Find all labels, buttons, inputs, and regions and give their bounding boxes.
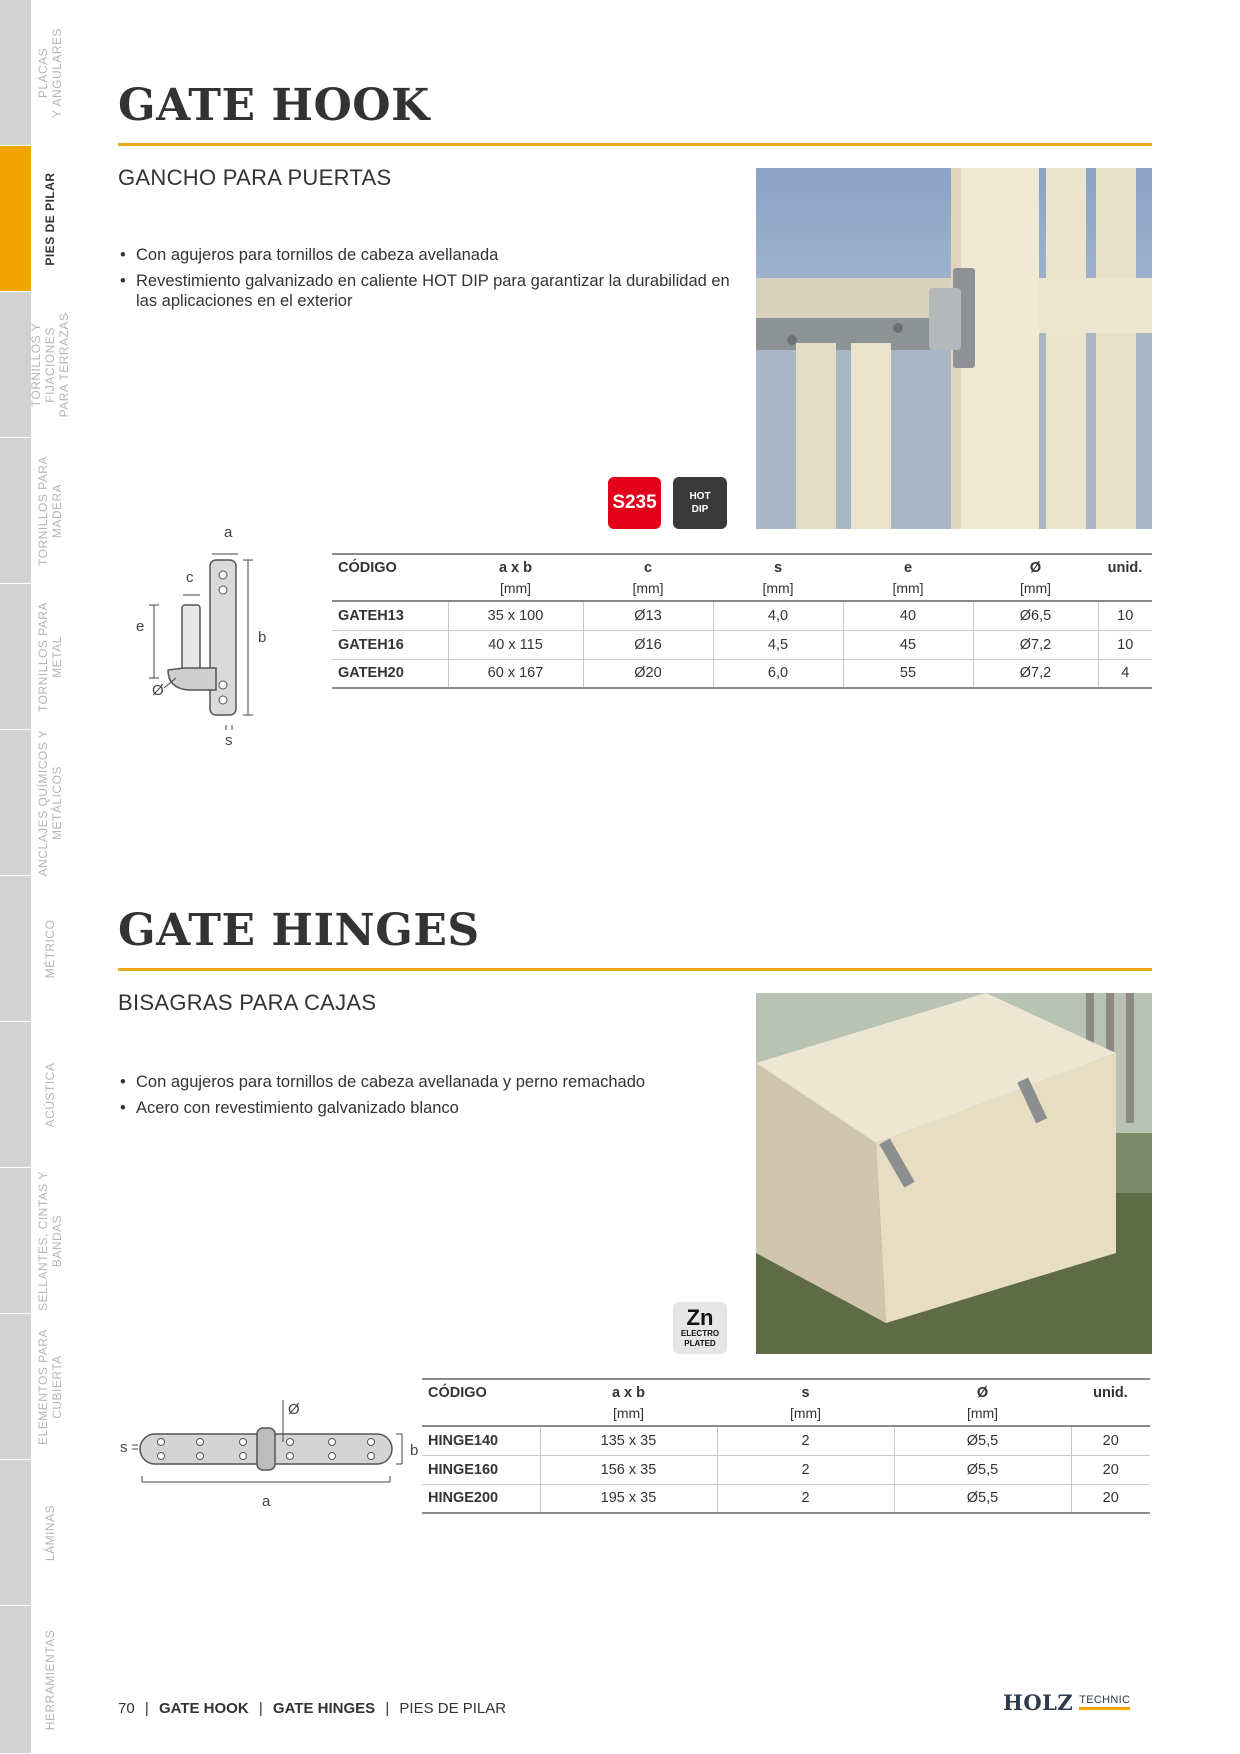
table-cell: 10 — [1098, 630, 1152, 659]
feature-list — [118, 1072, 738, 1124]
column-header: s — [717, 1379, 894, 1405]
sidebar-item-cubierta[interactable] — [0, 1314, 72, 1460]
badge-line: PLATED — [684, 1339, 716, 1348]
unit-label: [mm] — [448, 580, 583, 601]
table-cell: 55 — [843, 659, 973, 688]
column-header: e — [843, 554, 973, 580]
column-header: s — [713, 554, 843, 580]
gate-hook-spec-table — [332, 553, 1152, 689]
unit-label: [mm] — [583, 580, 713, 601]
s235-material-badge: S235 — [608, 477, 661, 529]
sidebar-item-tornillos-madera[interactable] — [0, 438, 72, 584]
table-cell: Ø5,5 — [894, 1484, 1071, 1513]
gate-hook-photo-illustration — [756, 168, 1152, 529]
gate-hook-photo — [756, 168, 1152, 529]
sidebar-item-label: LÁMINAS — [43, 1504, 57, 1561]
table-cell: 2 — [717, 1426, 894, 1455]
sidebar-item-tornillos-terrazas[interactable] — [0, 292, 72, 438]
feature-item: • Con agujeros para tornillos de cabeza avellanada y perno remachado — [118, 1072, 738, 1092]
sidebar-item-anclajes[interactable] — [0, 730, 72, 876]
section-divider — [118, 143, 1152, 146]
section-subtitle-gate-hook: GANCHO PARA PUERTAS — [118, 165, 392, 190]
sidebar-item-laminas[interactable] — [0, 1460, 72, 1606]
footer-section-gate-hook: GATE HOOK — [158, 1700, 249, 1717]
table-cell: 4,5 — [713, 630, 843, 659]
sidebar-item-label: ACÚSTICA — [43, 1062, 57, 1127]
footer-separator: | — [258, 1700, 263, 1717]
sidebar-item-metrico[interactable] — [0, 876, 72, 1022]
dim-label-b: b — [410, 1442, 419, 1459]
badge-line: ELECTRO — [680, 1329, 720, 1338]
gate-hinges-photo-illustration — [756, 993, 1152, 1354]
sidebar-item-pies-de-pilar[interactable] — [0, 146, 72, 292]
table-cell: Ø5,5 — [894, 1455, 1071, 1484]
dim-label-a: a — [262, 1493, 271, 1510]
feature-item: • Con agujeros para tornillos de cabeza avellanada — [118, 245, 738, 265]
table-cell: 10 — [1098, 601, 1152, 630]
dim-label-diameter: Ø — [288, 1401, 300, 1418]
column-header: unid. — [1098, 554, 1152, 580]
section-title-gate-hinges: GATE HINGES — [118, 905, 480, 956]
sidebar-item-placas[interactable] — [0, 0, 72, 146]
badge-line: Zn — [686, 1305, 714, 1330]
table-row — [422, 1426, 1150, 1455]
table-cell: 2 — [717, 1455, 894, 1484]
column-header: a x b — [448, 554, 583, 580]
table-cell: 6,0 — [713, 659, 843, 688]
column-header: Ø — [894, 1379, 1071, 1405]
table-row — [332, 630, 1152, 659]
sidebar-item-label: TORNILLOS PARA METAL — [36, 601, 64, 712]
table-cell: 40 x 115 — [448, 630, 583, 659]
logo-suffix: TECHNIC — [1079, 1694, 1130, 1710]
table-cell: 156 x 35 — [540, 1455, 717, 1484]
dim-label-diameter: Ø — [152, 682, 164, 699]
table-cell: 40 — [843, 601, 973, 630]
sidebar-item-label: HERRAMIENTAS — [43, 1629, 57, 1730]
sidebar-item-tornillos-metal[interactable] — [0, 584, 72, 730]
column-header: CÓDIGO — [422, 1379, 540, 1405]
table-cell: Ø7,2 — [973, 659, 1098, 688]
feature-item: • Revestimiento galvanizado en caliente HOT DIP para garantizar la durabilidad en las aplicaciones en el exterior — [118, 271, 738, 311]
sidebar-item-label: ELEMENTOS PARA CUBIERTA — [36, 1328, 64, 1445]
badge-line: DIP — [691, 504, 709, 515]
gate-hinges-spec-table — [422, 1378, 1150, 1514]
dim-label-s: s — [120, 1439, 128, 1456]
badge-line: HOT — [689, 491, 711, 502]
sidebar-item-label: MÉTRICO — [43, 919, 57, 978]
table-cell-code: HINGE160 — [422, 1455, 540, 1484]
holz-technic-logo — [1003, 1690, 1130, 1715]
table-cell: 195 x 35 — [540, 1484, 717, 1513]
section-subtitle-gate-hinges: BISAGRAS PARA CAJAS — [118, 990, 377, 1015]
table-cell: 2 — [717, 1484, 894, 1513]
table-cell: Ø6,5 — [973, 601, 1098, 630]
table-cell: 4 — [1098, 659, 1152, 688]
table-cell: 20 — [1071, 1426, 1150, 1455]
sidebar-item-label: PIES DE PILAR — [43, 171, 57, 266]
unit-label: [mm] — [540, 1405, 717, 1426]
footer-section-gate-hinges: GATE HINGES — [272, 1700, 376, 1717]
dim-label-s: s — [225, 732, 233, 749]
dim-label-e: e — [136, 618, 145, 635]
gate-hinges-photo — [756, 993, 1152, 1354]
unit-label: [mm] — [973, 580, 1098, 601]
footer-separator: | — [144, 1700, 149, 1717]
table-header-row — [422, 1379, 1150, 1405]
dim-label-a: a — [224, 524, 233, 541]
table-cell: Ø13 — [583, 601, 713, 630]
table-cell: 35 x 100 — [448, 601, 583, 630]
table-cell-code: HINGE200 — [422, 1484, 540, 1513]
dim-label-c: c — [186, 569, 194, 586]
sidebar-item-label: ANCLAJES QUÍMICOS Y METÁLICOS — [36, 729, 64, 876]
sidebar-item-label: PLACAS Y ANGULARES — [36, 27, 64, 118]
table-row — [422, 1484, 1150, 1513]
table-cell: Ø5,5 — [894, 1426, 1071, 1455]
table-cell-code: GATEH16 — [332, 630, 448, 659]
table-cell: 60 x 167 — [448, 659, 583, 688]
gate-hinge-technical-drawing — [118, 1390, 428, 1520]
table-cell-code: HINGE140 — [422, 1426, 540, 1455]
unit-label: [mm] — [717, 1405, 894, 1426]
zn-electro-plated-badge — [673, 1302, 727, 1354]
table-cell: 4,0 — [713, 601, 843, 630]
unit-label: [mm] — [713, 580, 843, 601]
table-units-row — [332, 580, 1152, 601]
column-header: Ø — [973, 554, 1098, 580]
page-number: 70 — [118, 1700, 135, 1717]
footer-chapter: PIES DE PILAR — [399, 1700, 507, 1717]
sidebar-item-label: TORNILLOS PARA MADERA — [36, 455, 64, 566]
table-row — [332, 659, 1152, 688]
table-cell: Ø7,2 — [973, 630, 1098, 659]
table-cell: 20 — [1071, 1455, 1150, 1484]
footer-separator: | — [385, 1700, 390, 1717]
table-cell: 20 — [1071, 1484, 1150, 1513]
column-header: c — [583, 554, 713, 580]
dim-label-b: b — [258, 629, 267, 646]
column-header: CÓDIGO — [332, 554, 448, 580]
sidebar-item-herramientas[interactable] — [0, 1606, 72, 1754]
unit-label: [mm] — [894, 1405, 1071, 1426]
sidebar-item-sellantes[interactable] — [0, 1168, 72, 1314]
hot-dip-badge — [673, 477, 727, 529]
table-row — [332, 601, 1152, 630]
sidebar-nav — [0, 0, 72, 1754]
table-row — [422, 1455, 1150, 1484]
table-cell-code: GATEH20 — [332, 659, 448, 688]
feature-item: • Acero con revestimiento galvanizado blanco — [118, 1098, 738, 1118]
table-cell: Ø16 — [583, 630, 713, 659]
table-header-row — [332, 554, 1152, 580]
section-title-gate-hook: GATE HOOK — [118, 80, 430, 131]
feature-list — [118, 245, 738, 317]
page-footer — [118, 1700, 506, 1717]
table-cell: 135 x 35 — [540, 1426, 717, 1455]
column-header: a x b — [540, 1379, 717, 1405]
logo-brand: HOLZ — [1003, 1690, 1074, 1715]
table-cell-code: GATEH13 — [332, 601, 448, 630]
table-cell: Ø20 — [583, 659, 713, 688]
sidebar-item-label: TORNILLOS Y FIJACIONES PARA TERRAZAS — [29, 312, 71, 417]
column-header: unid. — [1071, 1379, 1150, 1405]
unit-label: [mm] — [843, 580, 973, 601]
gate-hook-technical-drawing — [128, 520, 278, 750]
sidebar-item-acustica[interactable] — [0, 1022, 72, 1168]
table-units-row — [422, 1405, 1150, 1426]
sidebar-item-label: SELLANTES, CINTAS Y BANDAS — [36, 1170, 64, 1311]
table-cell: 45 — [843, 630, 973, 659]
section-divider — [118, 968, 1152, 971]
